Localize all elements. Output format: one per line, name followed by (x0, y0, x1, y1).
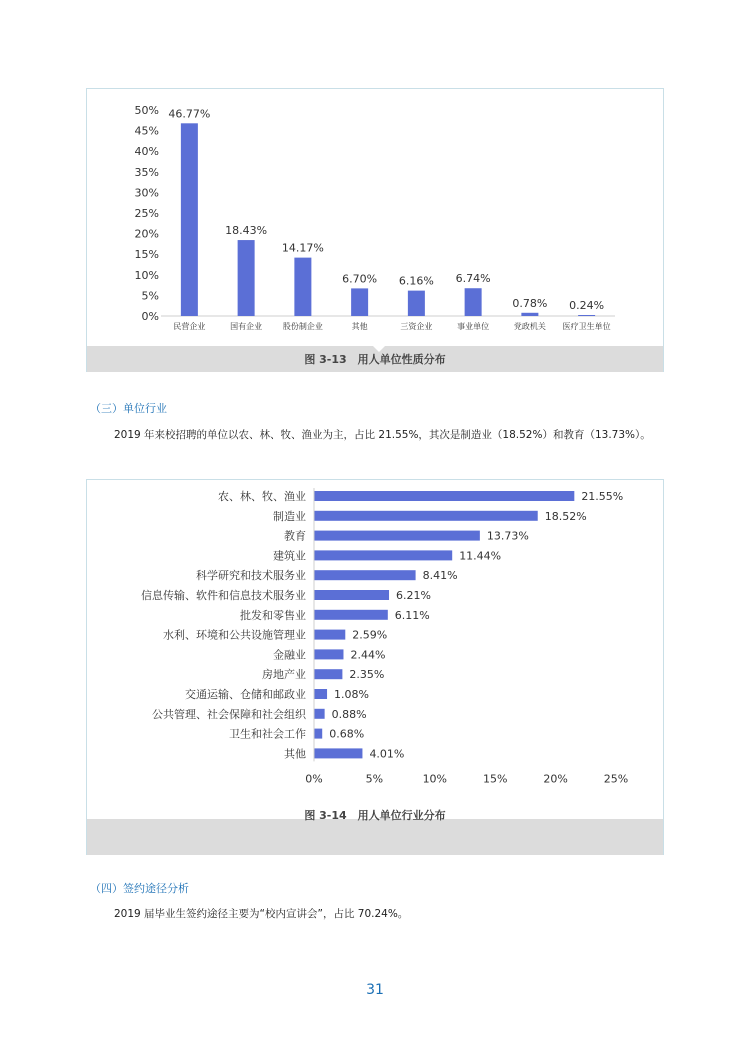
data-label: 1.08% (334, 688, 369, 701)
x-tick-label: 三资企业 (400, 322, 433, 331)
y-tick-label: 40% (134, 145, 159, 159)
y-category-label: 卫生和社会工作 (229, 727, 306, 741)
paragraph-signing: 2019 届毕业生签约途径主要为“校内宣讲会”，占比 70.24%。 (114, 908, 409, 920)
y-category-label: 制造业 (273, 509, 306, 523)
y-category-label: 其他 (284, 747, 306, 761)
y-tick-label: 5% (141, 289, 159, 303)
bar (314, 610, 388, 620)
bar (314, 590, 389, 600)
data-label: 2.35% (349, 668, 385, 682)
y-tick-label: 15% (134, 248, 159, 262)
paragraph-industry: 2019 年来校招聘的单位以农、林、牧、渔业为主，占比 21.55%，其次是制造业（18.52%）和教育（13.73%）。 (114, 429, 651, 441)
bar (408, 291, 425, 316)
x-tick-label: 其他 (351, 322, 368, 331)
data-label: 18.52% (544, 509, 587, 523)
data-label: 0.78% (512, 296, 548, 310)
x-tick-label: 事业单位 (457, 322, 490, 331)
data-label: 21.55% (581, 490, 624, 503)
y-tick-label: 45% (134, 124, 159, 138)
y-category-label: 教育 (284, 529, 306, 543)
bar (314, 630, 345, 640)
y-category-label: 金融业 (273, 648, 306, 662)
data-label: 0.24% (569, 299, 605, 313)
bar (465, 288, 482, 316)
data-label: 6.11% (394, 608, 430, 622)
x-tick-label: 20% (543, 772, 568, 786)
y-tick-label: 20% (134, 227, 159, 241)
x-tick-label: 党政机关 (513, 322, 546, 331)
y-tick-label: 30% (134, 186, 159, 200)
figure-caption-3-14: 图 3-14 用人单位行业分布 (304, 809, 446, 822)
bar (314, 550, 452, 560)
bar (238, 240, 255, 316)
bar (181, 123, 198, 316)
data-label: 0.68% (329, 727, 365, 741)
y-category-label: 科学研究和技术服务业 (196, 569, 306, 583)
y-category-label: 水利、环境和公共设施管理业 (163, 628, 306, 642)
y-category-label: 批发和零售业 (240, 608, 306, 622)
x-tick-label: 民营企业 (173, 322, 206, 331)
bar (314, 689, 327, 699)
y-tick-label: 0% (141, 310, 159, 323)
data-label: 0.88% (331, 707, 367, 721)
bar (314, 570, 416, 580)
data-label: 2.44% (350, 648, 386, 662)
bar (314, 729, 322, 739)
caption-band (87, 819, 663, 855)
bar (314, 748, 362, 758)
x-tick-label: 医疗卫生单位 (562, 322, 611, 331)
section-heading-industry: （三）单位行业 (90, 402, 167, 415)
x-tick-label: 10% (422, 772, 448, 786)
data-label: 11.44% (459, 549, 502, 563)
bar (314, 491, 574, 501)
x-tick-label: 5% (365, 772, 384, 786)
data-label: 18.43% (225, 224, 268, 238)
chart-unit-nature (86, 88, 664, 372)
y-tick-label: 25% (134, 207, 159, 220)
bar (351, 288, 368, 316)
y-category-label: 农、林、牧、渔业 (218, 490, 306, 503)
data-label: 6.16% (398, 274, 434, 288)
x-tick-label: 15% (482, 772, 508, 786)
y-category-label: 交通运输、仓储和邮政业 (185, 688, 306, 701)
data-label: 6.21% (396, 589, 431, 602)
figure-caption-3-13: 图 3-13 用人单位性质分布 (304, 353, 446, 366)
data-label: 46.77% (168, 107, 211, 121)
page-number: 31 (366, 982, 384, 998)
bar (314, 709, 325, 719)
y-category-label: 建筑业 (273, 549, 306, 563)
section-heading-signing: （四）签约途径分析 (90, 882, 189, 895)
chart-unit-industry (86, 479, 664, 855)
bar (314, 669, 342, 679)
bar (294, 258, 311, 316)
data-label: 14.17% (281, 241, 324, 255)
x-tick-label: 国有企业 (230, 322, 263, 331)
bar (578, 315, 595, 316)
x-tick-label: 0% (305, 772, 323, 786)
chart-unit-nature-svg (87, 89, 663, 346)
chart-unit-industry-svg (87, 480, 663, 819)
y-category-label: 信息传输、软件和信息技术服务业 (141, 589, 306, 602)
y-category-label: 公共管理、社会保障和社会组织 (152, 707, 306, 721)
x-tick-label: 25% (603, 772, 629, 786)
bar (314, 511, 538, 521)
data-label: 13.73% (486, 529, 529, 543)
y-category-label: 房地产业 (262, 668, 306, 682)
data-label: 6.70% (342, 272, 378, 286)
x-tick-label: 股份制企业 (282, 322, 323, 331)
y-tick-label: 35% (134, 165, 159, 179)
bar (314, 531, 480, 541)
data-label: 8.41% (422, 569, 458, 583)
bar (314, 649, 343, 659)
data-label: 2.59% (352, 628, 388, 642)
data-label: 4.01% (369, 747, 405, 761)
data-label: 6.74% (455, 272, 491, 286)
bar (521, 313, 538, 316)
y-tick-label: 10% (134, 268, 159, 282)
y-tick-label: 50% (134, 104, 159, 117)
